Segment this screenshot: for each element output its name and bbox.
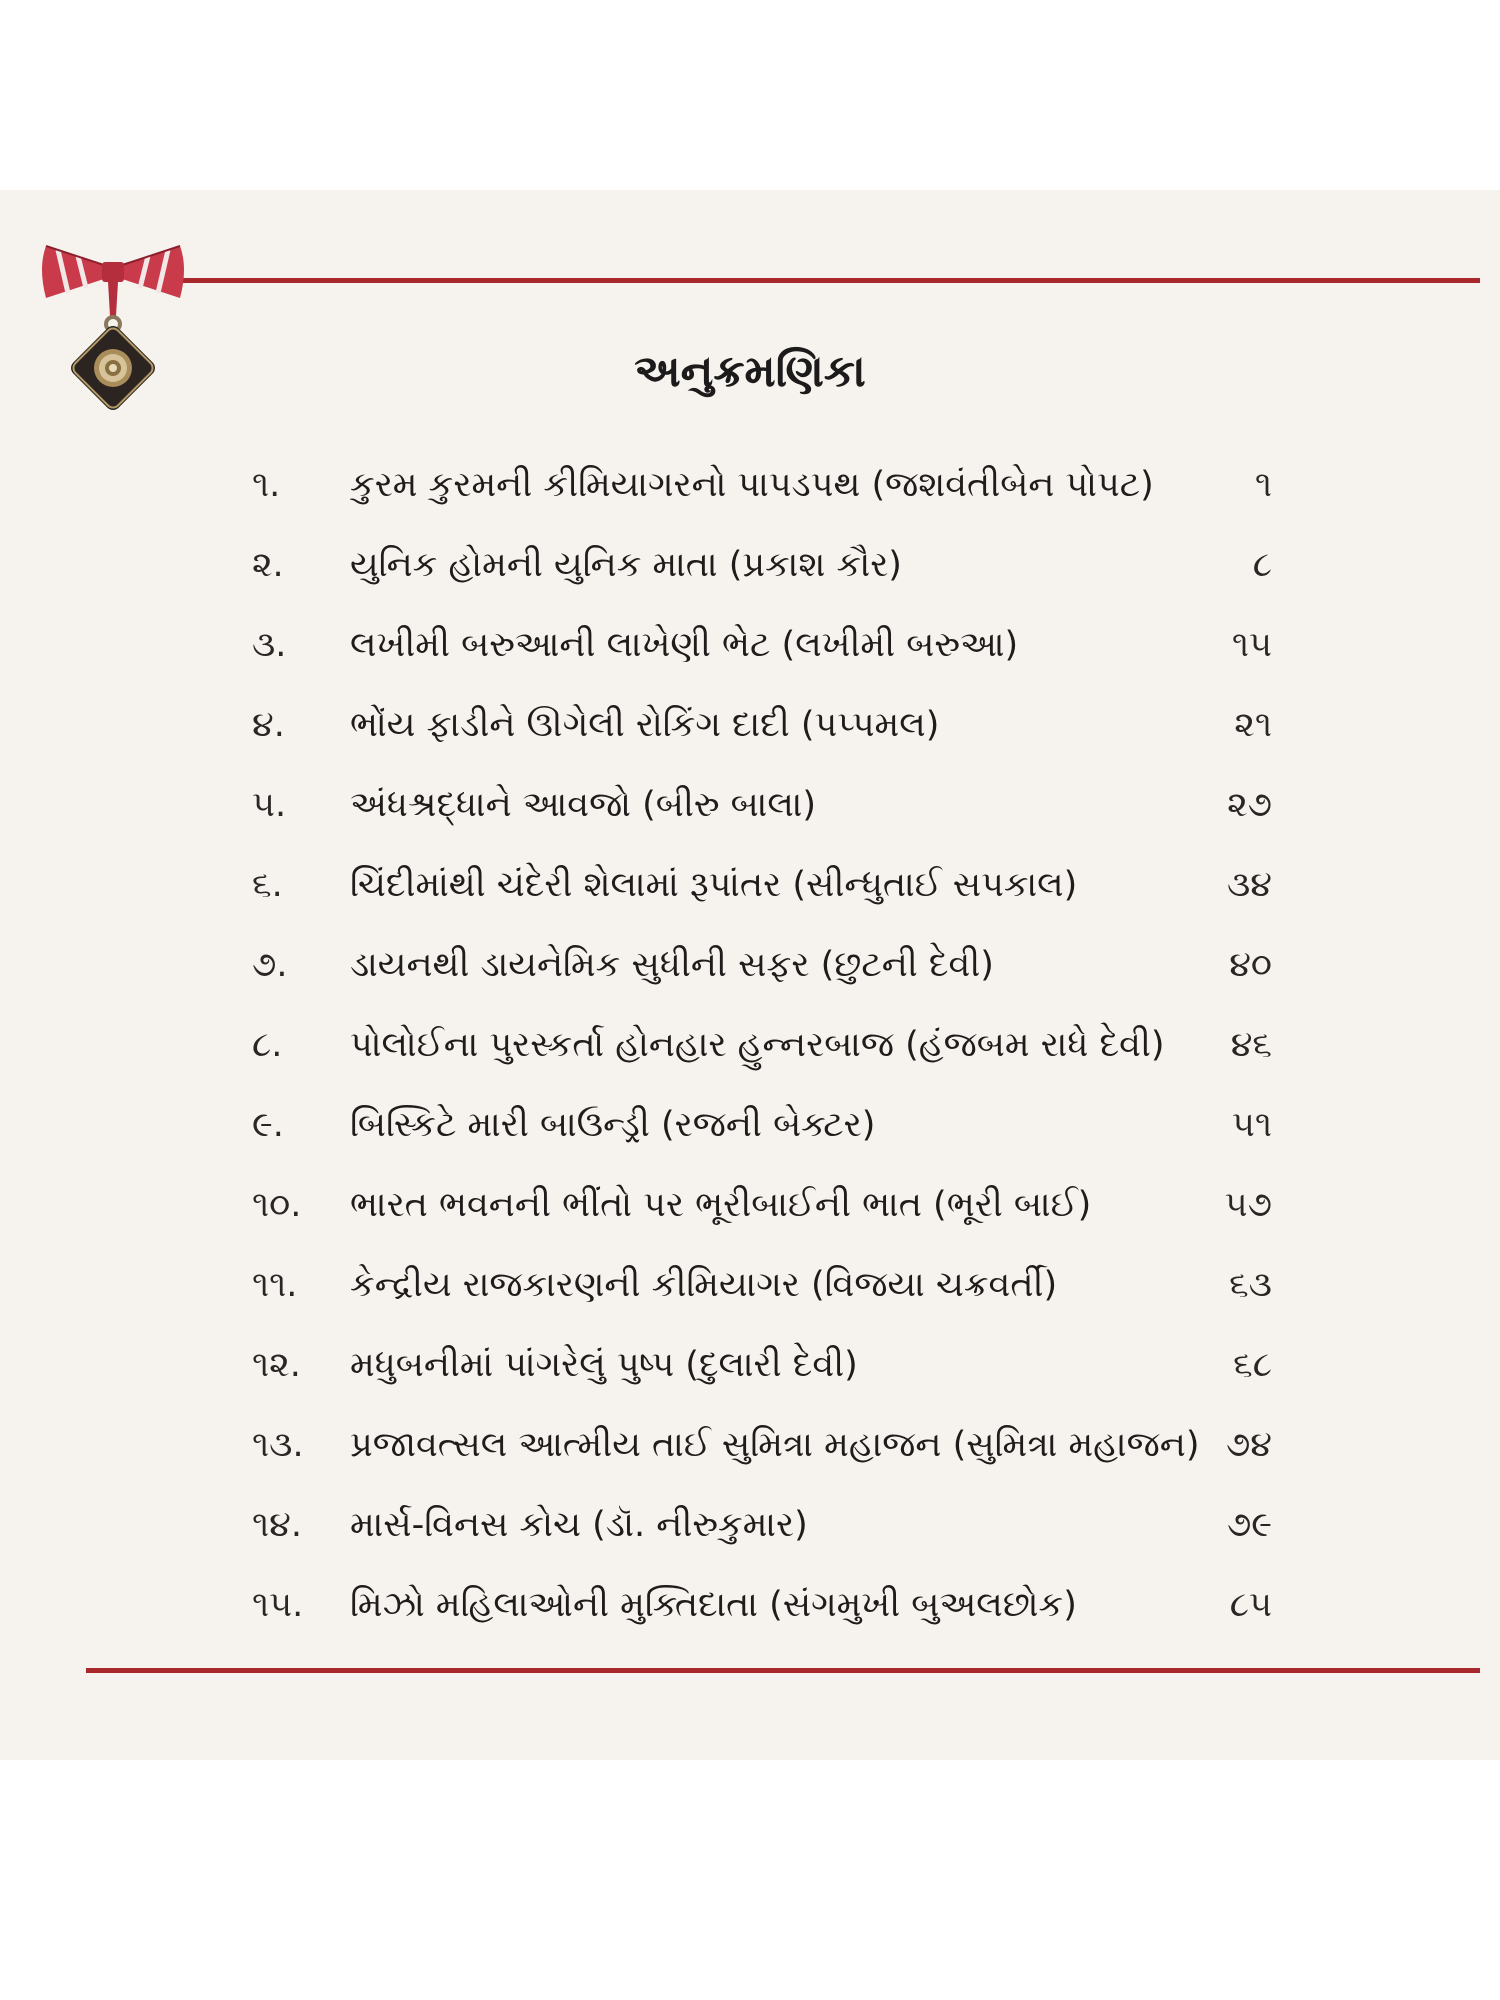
page-title: અનુક્રમણિકા [634,346,866,397]
toc-title: ભારત ભવનની ભીંતો પર ભૂરીબાઈની ભાત (ભૂરી બાઈ) [350,1185,1092,1225]
toc-number: ૮. [252,1025,283,1065]
toc-number: ૨. [252,545,284,585]
toc-row[interactable] [0,1095,1500,1175]
toc-page-number: ૫૧ [1231,1105,1272,1145]
toc-page-number: ૨૧ [1234,705,1272,745]
toc-title: કુરમ કુરમની કીમિયાગરનો પાપડપથ (જશવંતીબેન પોપટ) [350,465,1154,505]
toc-page-number: ૫૭ [1224,1185,1272,1225]
toc-title: ભોંય ફાડીને ઊગેલી રોકિંગ દાદી (પપ્પમલ) [350,705,940,745]
toc-page-number: ૬૮ [1233,1345,1272,1385]
toc-row[interactable] [0,535,1500,615]
toc-number: ૧૩. [252,1425,304,1465]
toc-row[interactable] [0,1495,1500,1575]
toc-number: ૯. [252,1105,284,1145]
toc-title: અંધશ્રદ્ધાને આવજો (બીરુ બાલા) [350,785,817,825]
toc-title: ચિંદીમાંથી ચંદેરી શેલામાં રૂપાંતર (સીન્ધુતાઈ સપકાલ) [350,865,1078,905]
toc-number: ૬. [252,865,283,905]
toc-title: લખીમી બરુઆની લાખેણી ભેટ (લખીમી બરુઆ) [350,625,1019,665]
toc-title: પોલોઈના પુરસ્કર્તા હોનહાર હુન્નરબાજ (હંજબમ રાધે દેવી) [350,1025,1165,1065]
toc-row[interactable] [0,1255,1500,1335]
toc-page-number: ૮ [1252,545,1272,585]
toc-number: ૧૧. [252,1265,298,1305]
toc-page-number: ૭૯ [1226,1505,1272,1545]
toc-row[interactable] [0,775,1500,855]
toc-title: પ્રજાવત્સલ આત્મીય તાઈ સુમિત્રા મહાજન (સુમિત્રા મહાજન) [350,1425,1200,1465]
toc-page-number: ૨૭ [1227,785,1272,825]
toc-title: બિસ્કિટે મારી બાઉન્ડ્રી (રજની બેક્ટર) [350,1105,876,1145]
toc-title: મધુબનીમાં પાંગરેલું પુષ્પ (દુલારી દેવી) [350,1345,858,1385]
toc-page-number: ૧૫ [1231,625,1272,665]
toc-row[interactable] [0,935,1500,1015]
toc-row[interactable] [0,1015,1500,1095]
toc-number: ૩. [252,625,287,665]
toc-title: ડાયનથી ડાયનેમિક સુધીની સફર (છુટની દેવી) [350,945,994,985]
top-divider [170,278,1480,283]
toc-page-number: ૪૦ [1229,945,1272,985]
toc-number: ૪. [252,705,285,745]
toc-row[interactable] [0,1415,1500,1495]
toc-number: ૧૪. [252,1505,302,1545]
toc-number: ૧૨. [252,1345,301,1385]
toc-page-number: ૬૩ [1229,1265,1272,1305]
toc-title: કેન્દ્રીય રાજકારણની કીમિયાગર (વિજયા ચક્રવર્તી) [350,1265,1058,1305]
toc-row[interactable] [0,1575,1500,1655]
toc-title: યુનિક હોમની યુનિક માતા (પ્રકાશ કૌર) [350,545,902,585]
toc-row[interactable] [0,1175,1500,1255]
toc-number: ૧. [252,465,281,505]
padma-medal-icon [38,238,188,438]
toc-row[interactable] [0,695,1500,775]
toc-number: ૫. [252,785,287,825]
toc-page-number: ૩૪ [1226,865,1272,905]
toc-row[interactable] [0,455,1500,535]
toc-row[interactable] [0,855,1500,935]
toc-row[interactable] [0,615,1500,695]
toc-row[interactable] [0,1335,1500,1415]
bottom-divider [86,1668,1480,1673]
toc-number: ૧૦. [252,1185,302,1225]
toc-number: ૧૫. [252,1585,304,1625]
table-of-contents [0,455,1500,1655]
toc-title: મિઝો મહિલાઓની મુક્તિદાતા (સંગમુખી બુઅલછોક) [350,1585,1077,1625]
toc-page-number: ૭૪ [1225,1425,1272,1465]
toc-page-number: ૮૫ [1229,1585,1272,1625]
toc-title: માર્સ-વિનસ કોચ (ડૉ. નીરુકુમાર) [350,1505,808,1545]
toc-number: ૭. [252,945,288,985]
toc-page-number: ૪૬ [1230,1025,1272,1065]
toc-page-number: ૧ [1254,465,1272,505]
